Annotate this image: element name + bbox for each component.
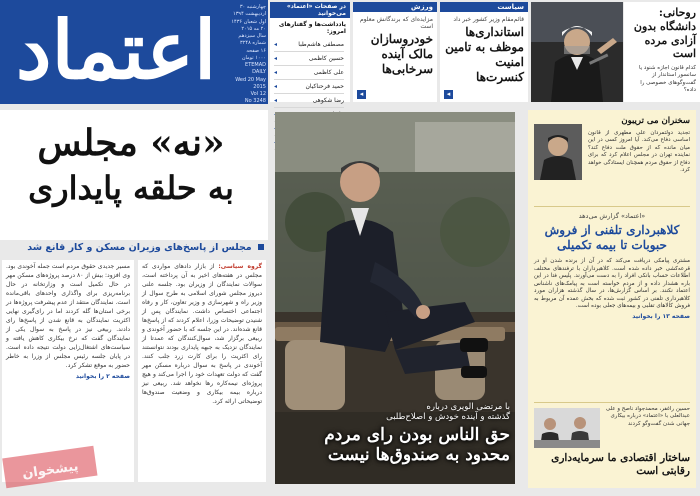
sport-header: ورزش [353, 2, 437, 12]
main-headline-line2[interactable]: به حلقه پایداری [28, 169, 234, 207]
photo-kicker-line2: گذشته و آینده خودش و اصلاح‌طلبی [386, 412, 510, 422]
info-line: چهارشنبه ۳۰ اردیبهشت ۱۳۹۴ [233, 4, 266, 18]
main-subhead [6, 242, 264, 253]
tribune-photo [534, 124, 582, 180]
politics-column[interactable] [440, 2, 528, 102]
info-line: ۱۶ صفحه [246, 47, 266, 54]
rouhani-photo [531, 2, 623, 102]
sport-column[interactable] [353, 2, 437, 102]
story-text: از بازار دادهای مواردی که مجلس در هفته‌های اخیر به آن پرداخته است، سوالات نمایندگان از وزیران بود. جلسه علنی دیروز مجلس شورای اسلامی به طرح سوال از وزیر راه و شهرسازی و وزیر تعاون، کار و رفاه اجتماعی اختصاص داشت. نمایندگان پس از شنیدن توضیحات وزرا، اعلام کردند که از پاسخ‌ها قانع شده‌اند. در این جلسه که با حضور آخوندی و ربیعی برگزار شد، سوال‌کنندگان که عمدتا از نمایندگان نزدیک به جبهه پایداری بودند نتوانستند رای اکثریت را برای کارت زرد جلب کنند. آخوندی در پاسخ به سوال درباره مسکن مهر گفت که دولت تعهدات خود را اجرا می‌کند و هیچ پروژه‌ای نیمه‌کاره رها نخواهد شد. ربیعی نیز درباره بیمه بیکاری و وضعیت صندوق‌ها توضیحاتی ارائه کرد. [142, 263, 262, 405]
list-item[interactable]: مصطفی هاشم‌طبا ◂ [274, 38, 344, 52]
list-item[interactable]: حمید فرحناکیان ◂ [274, 80, 344, 94]
report-headline[interactable]: کلاهبرداری تلفنی از فروش حبوبات تا بیمه تکمیلی [544, 223, 680, 252]
info-line: No 3248 [244, 98, 266, 105]
economics-box[interactable] [534, 406, 690, 484]
notes-column [270, 2, 350, 102]
story-lead: گروه سیاسی: [218, 263, 262, 270]
list-item[interactable]: رضا شکوهی ◂ [274, 94, 344, 108]
main-headline[interactable]: «نه» مجلس [37, 122, 225, 164]
info-line: شماره ۳۲۴۸ [240, 40, 266, 47]
newspaper-logo[interactable]: اعتماد [15, 3, 217, 97]
main-headline-area [0, 110, 268, 240]
info-line: Wed 20 May 2015 [235, 76, 266, 90]
tribune-portrait [534, 124, 582, 180]
story-text: مسیر جدیدی حقوق مردم است جمله آخوندی بود. وی افزود: بیش از ۸۰ درصد پروژه‌های مسکن مهر در حال تکمیل است و وزارتخانه در حال برنامه‌ریزی برای واگذاری واحدهای باقی‌مانده است. نمایندگان منتقد از عدم پیشرفت پروژه‌ها در برخی استان‌ها گله کردند اما در رای‌گیری نهایی اکثریت نمایندگان به قانع شدن از پاسخ‌ها رای دادند. ربیعی نیز در پاسخ به سوال یکی از نمایندگان گفت که نرخ بیکاری کاهش یافته و سیاست‌های اشتغال‌زایی دولت نتیجه داده است. در پایان جلسه رئیس مجلس از وزرا به خاطر حضور به موقع تشکر کرد. [6, 263, 130, 369]
politics-headline[interactable]: استانداری‌ها موظف به تامین امنیت کنسرت‌ها [445, 25, 524, 84]
notes-subheader: یادداشت‌ها و گفتارهای امروز: [278, 21, 346, 35]
info-line: Vol 12 [250, 91, 266, 97]
info-line: ۱۰۰۰ تومان [241, 54, 266, 61]
tribune-header: سخنران می تریبون [621, 116, 690, 126]
report-kicker: «اعتماد» گزارش می‌دهد [578, 212, 646, 220]
photo-kicker-line1: با مرتضی الویری درباره [426, 402, 510, 412]
arrow-left-icon: ◂ [274, 83, 278, 90]
photo-caption-kicker [280, 402, 510, 422]
info-line: DAILY [252, 69, 266, 76]
economics-photo [534, 408, 600, 448]
divider [534, 402, 690, 403]
photo-headline[interactable]: حق الناس بودن رای مردم محدود به صندوق‌ها نیست [324, 425, 510, 465]
see-more-link[interactable]: صفحه ۲ را بخوانید [75, 373, 130, 380]
main-story-column-1 [138, 260, 266, 482]
divider [534, 206, 690, 207]
subhead-text: مجلس از پاسخ‌های وزیران مسکن و کار قانع شد [27, 242, 252, 253]
sport-kicker: مزایده‌ای که برندگانش معلوم است [359, 16, 433, 30]
list-item[interactable]: علی کاظمی ◂ [274, 66, 344, 80]
arrow-left-icon: ◂ [274, 41, 278, 48]
info-line: اول شعبان ۱۴۳۶ [231, 18, 266, 25]
info-line: سال سیزدهم [238, 33, 266, 39]
info-line: ۲۰ مه ۲۰۱۵ [241, 25, 266, 32]
masthead-info [226, 4, 266, 106]
stamp-text: پیشخوان [21, 459, 80, 482]
politics-header: سیاست [440, 2, 528, 12]
economics-photo-illustration [534, 408, 600, 448]
rouhani-kicker: روحانی: [658, 6, 696, 19]
report-see-more[interactable]: صفحه ۱۳ را بخوانید [632, 312, 690, 320]
report-text: مشتری پیامکی دریافت می‌کند که در آن از برنده شدن او در قرعه‌کشی خبر داده شده است. کلاهبرداران با ترفندهای مختلف اطلاعات حساب بانکی افراد را به دست می‌آورند. پلیس فتا در این باره هشدار داده و از مردم خواسته است به پیامک‌های ناشناس اعتماد نکنند. بر اساس گزارش‌ها، در سال گذشته هزاران مورد کلاهبرداری تلفنی در کشور ثبت شده که بخش عمده آن مربوط به فروش کالاهای تقلبی و بیمه‌های جعلی بوده است. [534, 258, 690, 310]
economics-headline[interactable]: ساختار اقتصادی ما سرمایه‌داری رقابتی است [551, 452, 690, 478]
tribune-text: تجدید دولتمردان علی مطهری از قانون اساسی دفاع می‌کند. آیا امروز کسی در این میان مانده که از حقوق ملت دفاع کند؟ نماینده تهران در مجلس اعلام کرد که برای دفاع از حقوق مردم همچنان ایستادگی خواهد کرد. [588, 130, 690, 174]
arrow-icon: ◂ [444, 90, 453, 99]
arrow-left-icon: ◂ [274, 69, 278, 76]
list-item[interactable]: حسین کاظمی ◂ [274, 52, 344, 66]
tribune-box[interactable] [534, 116, 690, 202]
arrow-left-icon: ◂ [274, 97, 278, 104]
economics-kicker: حسین راغفر، محمدجواد ناصح و علی عبدالعلی با «اعتماد» درباره بیکاری جهانی شدن گفت‌وگو کردند [605, 406, 690, 427]
politics-kicker: قائم‌مقام وزیر کشور خبر داد [453, 16, 524, 23]
rouhani-column[interactable] [624, 2, 700, 102]
sport-headline[interactable]: خودروسازان مالک آینده سرخابی‌ها [370, 32, 433, 76]
rouhani-body: کدام قانون اجازه شنود یا سانسور استاندار از گفت‌وگوهای خصوصی را داده؟ [638, 65, 696, 94]
report-box[interactable] [534, 212, 690, 398]
arrow-icon: ◂ [357, 90, 366, 99]
rouhani-headline[interactable]: دانشگاه بدون آزادی مرده است [633, 19, 696, 61]
right-sidebar [528, 110, 696, 488]
notes-header: در صفحات «اعتماد» می‌خوانید [270, 2, 350, 18]
square-bullet-icon [258, 244, 264, 250]
rouhani-photo-illustration [531, 2, 623, 102]
masthead [0, 0, 268, 104]
info-line: ETEMAD [245, 62, 266, 68]
pishkhan-stamp [0, 440, 100, 496]
arrow-left-icon: ◂ [274, 55, 278, 62]
